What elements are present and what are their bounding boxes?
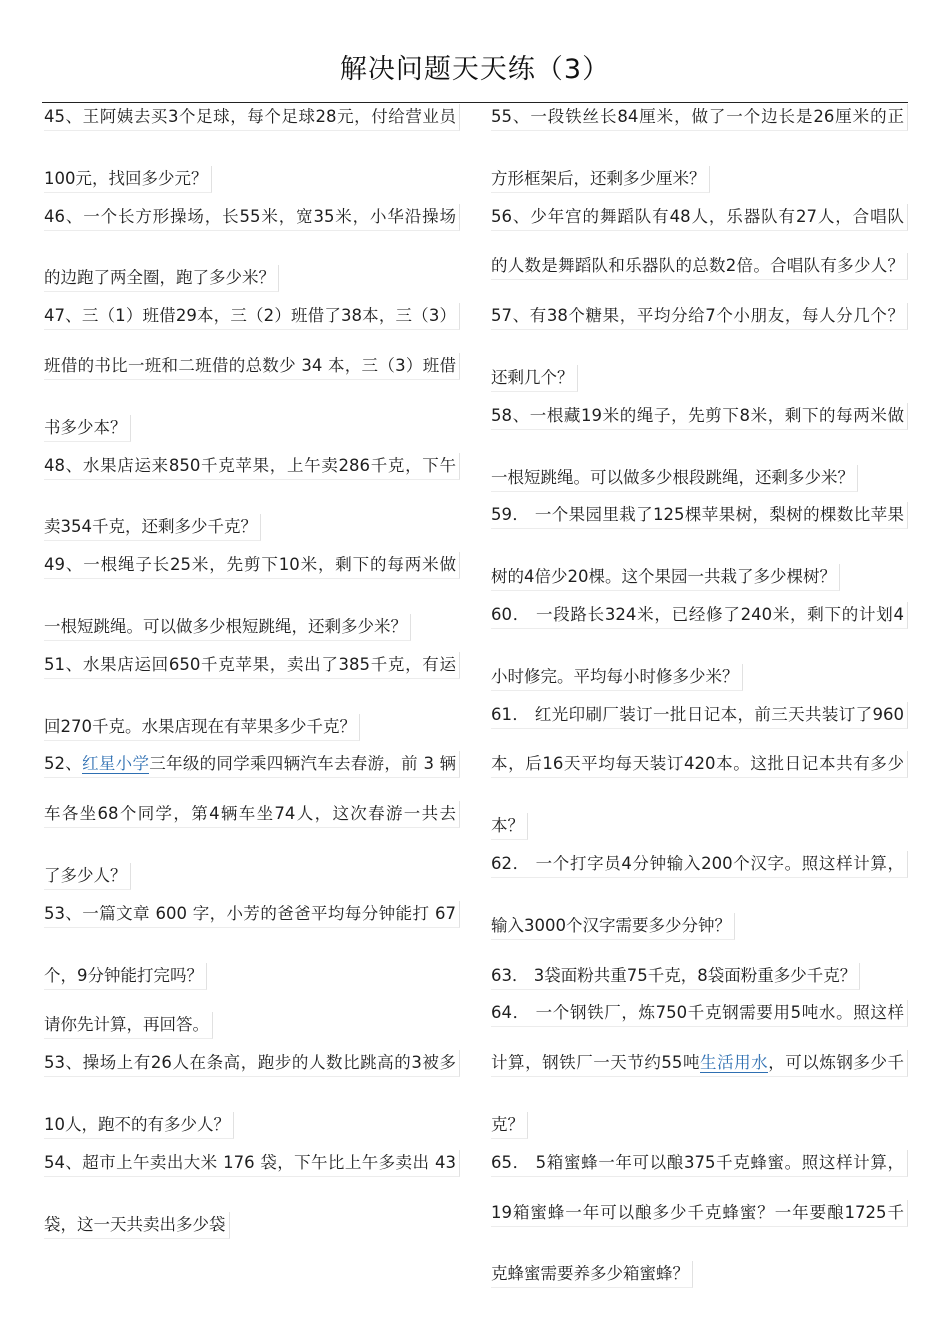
- problem-text: [491, 1200, 908, 1227]
- problem-text: [44, 166, 212, 193]
- line-text: 了多少人？: [44, 865, 127, 885]
- line-text: 小时修完。平均每小时修多少米？: [491, 666, 739, 686]
- problem-text: [44, 714, 360, 741]
- line-text: 60． 一段路长324米，已经修了240米，剩下的计划4: [491, 604, 904, 624]
- line-text: 53、操场上有26人在条高，跑步的人数比跳高的3被多: [44, 1053, 456, 1073]
- problem-text: [491, 502, 908, 529]
- problem-line: [491, 751, 908, 801]
- line-text: 58、一根藏19米的绳子，先剪下8米，剩下的每两米做: [491, 405, 904, 425]
- problem-text: [491, 702, 908, 729]
- line-text: 45、王阿姨去买3个足球，每个足球28元，付给营业员: [44, 107, 456, 126]
- problem-line: [44, 1200, 460, 1250]
- problem-line: [491, 204, 908, 254]
- problem-line: [44, 253, 460, 303]
- problem-line: [491, 602, 908, 652]
- problem-line: [491, 154, 908, 204]
- problem-text: [491, 963, 860, 990]
- line-text: 61． 红光印刷厂装订一批日记本，前三天共装订了960: [491, 704, 904, 724]
- line-text: 57、有38个糖果，平均分给7个小朋友，每人分几个？: [491, 306, 904, 326]
- line-text: 本？: [491, 816, 524, 836]
- line-text: 树的4倍少20棵。这个果园一共栽了多少棵树？: [491, 567, 836, 587]
- problem-prefix: 计算，钢铁厂一天节约55吨: [491, 1053, 701, 1073]
- problem-text: [44, 1050, 460, 1077]
- problem-line: [491, 951, 908, 1001]
- line-text: 还剩几个？: [491, 367, 574, 387]
- problem-text: [44, 801, 460, 828]
- line-text: 袋，这一天共卖出多少袋: [44, 1214, 226, 1234]
- problem-text: [491, 104, 908, 131]
- line-text: 班借的书比一班和二班借的总数少 34 本，三（3）班借: [44, 355, 456, 375]
- line-text: 方形框架后，还剩多少厘米？: [491, 168, 706, 188]
- line-text: 59． 一个果园里栽了125棵苹果树，梨树的棵数比苹果: [491, 505, 904, 525]
- problem-text: [44, 863, 131, 890]
- problem-text: [491, 751, 908, 778]
- problem-line: [44, 453, 460, 503]
- problem-line: [491, 303, 908, 353]
- problem-line: [491, 1050, 908, 1100]
- problem-line: [44, 951, 460, 1001]
- page-title: 解决问题天天练（3）: [339, 54, 611, 85]
- problem-line: [491, 1000, 908, 1050]
- line-text: 56、少年宫的舞蹈队有48人，乐器队有27人，合唱队: [491, 206, 904, 226]
- problem-line: [44, 303, 460, 353]
- problem-line: [491, 702, 908, 752]
- problem-text: [44, 353, 460, 380]
- problem-text: [44, 1150, 460, 1177]
- problem-text: [44, 265, 279, 292]
- problem-line: [491, 1249, 908, 1299]
- problem-line: [44, 154, 460, 204]
- right-column: [491, 104, 908, 1299]
- problem-text: [44, 104, 460, 131]
- line-text: 请你先计算，再回答。: [44, 1015, 209, 1035]
- line-text: 卖354千克，还剩多少千克？: [44, 517, 257, 537]
- problem-text: [44, 963, 207, 990]
- line-text: 51、水果店运回650千克苹果，卖出了385千克，有运: [44, 654, 456, 674]
- problem-text: [44, 514, 261, 541]
- problem-text: [44, 1012, 213, 1039]
- line-text: 10人，跑不的有多少人？: [44, 1114, 230, 1134]
- line-text: 书多少本？: [44, 417, 127, 437]
- problem-line: [44, 104, 460, 154]
- line-text: 47、三（1）班借29本，三（2）班借了38本，三（3）: [44, 306, 456, 326]
- line-text: 48、水果店运来850千克苹果，上午卖286千克，下午: [44, 455, 456, 475]
- problem-line: [44, 204, 460, 254]
- problem-text: [491, 253, 908, 280]
- line-text: 个，9分钟能打完吗？: [44, 965, 203, 985]
- line-text: 100元，找回多少元？: [44, 168, 208, 188]
- problem-line: [44, 602, 460, 652]
- line-text: ，可以炼钢多少千: [768, 1053, 905, 1073]
- line-text: 62． 一个打字员4分钟输入200个汉字。照这样计算，: [491, 853, 904, 873]
- problem-line: [491, 104, 908, 154]
- line-text: 一根短跳绳。可以做多少根段跳绳，还剩多少米？: [491, 467, 854, 487]
- hyperlink[interactable]: 生活用水: [700, 1053, 769, 1073]
- line-text: 的边跑了两全圈，跑了多少米？: [44, 268, 275, 288]
- problem-line: [491, 552, 908, 602]
- problem-text: [491, 813, 528, 840]
- problem-line: [44, 901, 460, 951]
- hyperlink[interactable]: 红星小学: [82, 754, 150, 774]
- left-column: [44, 104, 460, 1249]
- problem-line: [44, 1100, 460, 1150]
- problem-line: [491, 1100, 908, 1150]
- problem-text: [44, 415, 131, 442]
- problem-prefix: 52、: [44, 754, 83, 774]
- line-text: 19箱蜜蜂一年可以酿多少千克蜂蜜？一年要酿1725千: [491, 1202, 904, 1222]
- problem-text: [491, 365, 578, 392]
- problem-text: [491, 1000, 908, 1027]
- problem-text: [491, 602, 908, 629]
- problem-text: [491, 1112, 528, 1139]
- problem-text: [491, 303, 908, 330]
- problem-text: [44, 204, 460, 231]
- problem-text: [44, 1112, 234, 1139]
- problem-text: [44, 303, 460, 330]
- problem-line: [44, 702, 460, 752]
- problem-line: [491, 652, 908, 702]
- problem-text: [44, 901, 460, 928]
- problem-text: [491, 465, 858, 492]
- line-text: 克？: [491, 1114, 524, 1134]
- problem-line: [44, 552, 460, 602]
- problem-line: [44, 403, 460, 453]
- problem-line: [491, 801, 908, 851]
- line-text: 输入3000个汉字需要多少分钟？: [491, 915, 731, 935]
- problem-text: [44, 751, 460, 778]
- problem-text: [491, 564, 840, 591]
- line-text: 本，后16天平均每天装订420本。这批日记本共有多少: [491, 754, 904, 774]
- problem-line: [491, 1150, 908, 1200]
- problem-text: [44, 453, 460, 480]
- problem-line: [44, 353, 460, 403]
- problem-line: [491, 403, 908, 453]
- line-text: 车各坐68个同学，第4辆车坐74人，这次春游一共去: [44, 804, 456, 824]
- problem-text: [491, 1050, 908, 1077]
- line-text: 46、一个长方形操场，长55米，宽35米，小华沿操场: [44, 206, 456, 226]
- problem-line: [44, 1000, 460, 1050]
- line-text: 64． 一个钢铁厂，炼750千克钢需要用5吨水。照这样: [491, 1003, 904, 1023]
- line-text: 一根短跳绳。可以做多少根短跳绳，还剩多少米？: [44, 616, 407, 636]
- problem-text: [491, 851, 908, 878]
- problem-line: [44, 851, 460, 901]
- problem-text: [491, 1150, 908, 1177]
- problem-line: [44, 502, 460, 552]
- line-text: 63． 3袋面粉共重75千克，8袋面粉重多少千克？: [491, 965, 857, 985]
- line-text: 53、一篇文章 600 字，小芳的爸爸平均每分钟能打 67: [44, 903, 456, 923]
- line-text: 55、一段铁丝长84厘米，做了一个边长是26厘米的正: [491, 107, 904, 126]
- line-text: 三年级的同学乘四辆汽车去春游，前 3 辆: [149, 754, 457, 774]
- problem-line: [491, 1200, 908, 1250]
- line-text: 54、超市上午卖出大米 176 袋，下午比上午多卖出 43: [44, 1152, 456, 1172]
- problem-line: [491, 502, 908, 552]
- line-text: 克蜂蜜需要养多少箱蜜蜂？: [491, 1264, 689, 1284]
- problem-line: [491, 851, 908, 901]
- problem-text: [491, 166, 710, 193]
- problem-text: [491, 1261, 693, 1288]
- problem-text: [44, 552, 460, 579]
- problem-text: [491, 913, 735, 940]
- problem-line: [491, 901, 908, 951]
- title-rule: [42, 102, 908, 103]
- line-text: 49、一根绳子长25米，先剪下10米，剩下的每两米做: [44, 555, 456, 575]
- problem-text: [491, 204, 908, 231]
- problem-text: [44, 652, 460, 679]
- problem-line: [44, 652, 460, 702]
- line-text: 回270千克。水果店现在有苹果多少千克？: [44, 716, 356, 736]
- problem-text: [491, 664, 743, 691]
- problem-line: [44, 751, 460, 801]
- problem-text: [44, 1212, 230, 1239]
- line-text: 65． 5箱蜜蜂一年可以酿375千克蜂蜜。照这样计算，: [491, 1152, 904, 1172]
- problem-line: [44, 1150, 460, 1200]
- problem-text: [44, 614, 411, 641]
- problem-line: [44, 801, 460, 851]
- line-text: 的人数是舞蹈队和乐器队的总数2倍。合唱队有多少人？: [491, 256, 904, 276]
- problem-text: [491, 403, 908, 430]
- problem-line: [491, 253, 908, 303]
- problem-line: [44, 1050, 460, 1100]
- problem-line: [491, 353, 908, 403]
- problem-line: [491, 453, 908, 503]
